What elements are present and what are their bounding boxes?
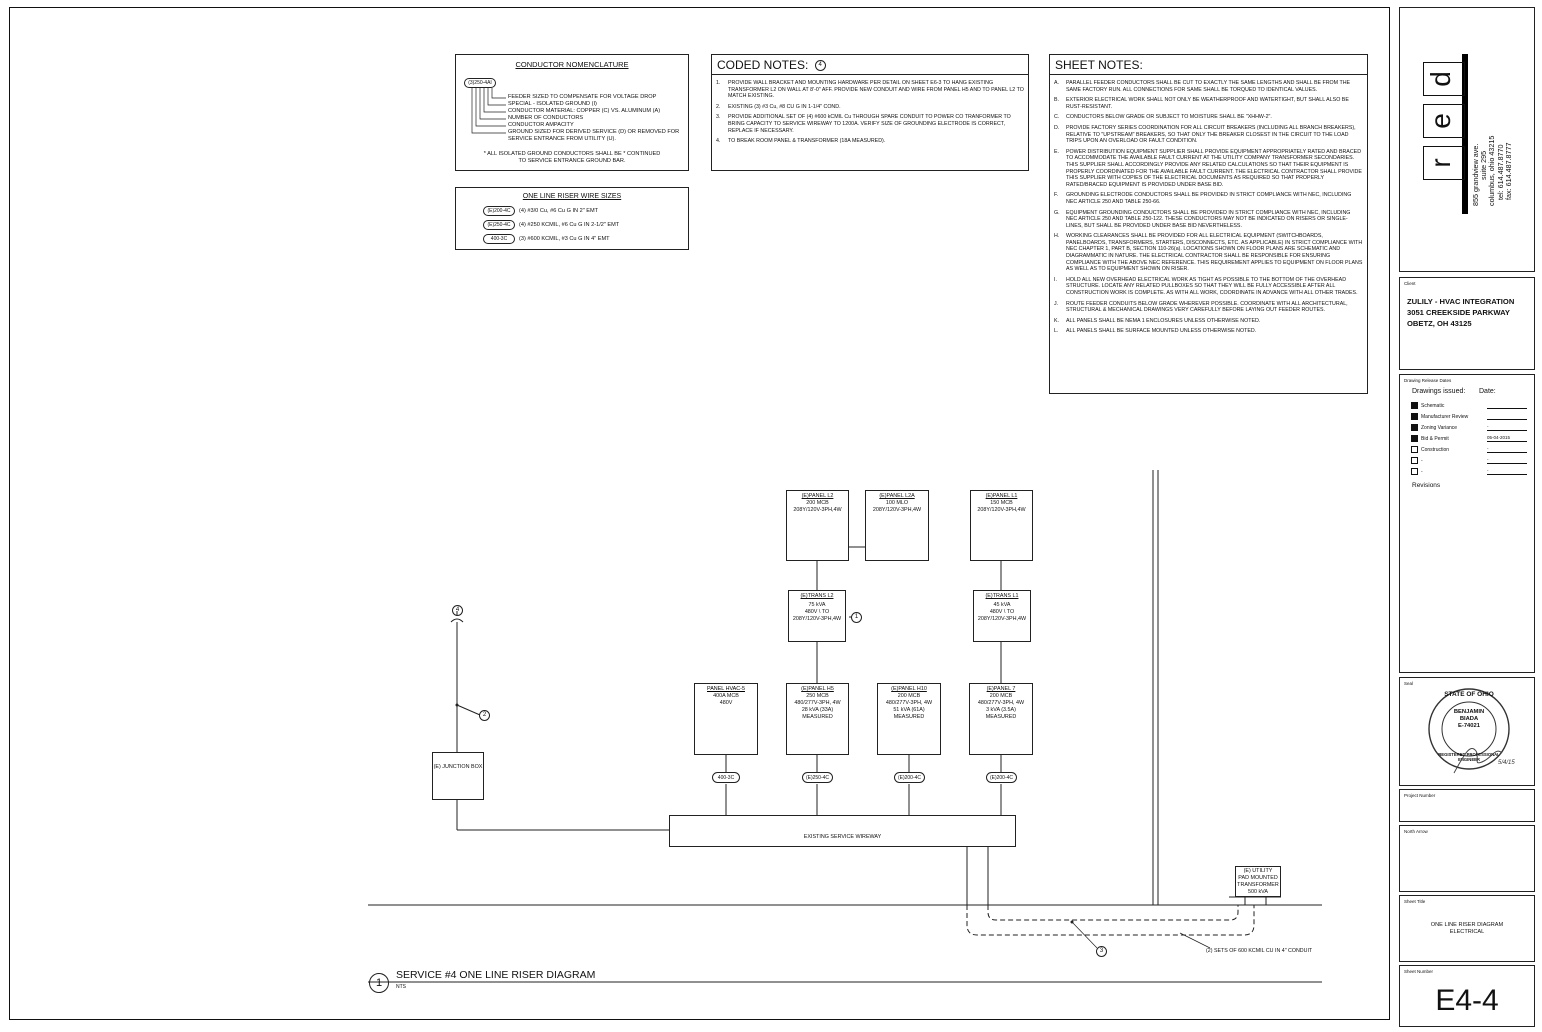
signature-date: 5/4/15 [1498, 760, 1515, 766]
panel-voltage: 208Y/120V-3PH,4W [977, 507, 1026, 513]
coded-note-key: 4. [716, 138, 721, 145]
logo-letter: r [1423, 146, 1465, 180]
service-wireway [669, 815, 1016, 847]
nomenclature-line: FEEDER SIZED TO COMPENSATE FOR VOLTAGE DROP [508, 94, 657, 100]
address-line: 855 grandview ave. [1471, 143, 1480, 206]
address-line: tel: 614.487.8770 [1495, 144, 1505, 200]
sheet-note-text: PARALLEL FEEDER CONDUCTORS SHALL BE CUT TO EXACTLY THE SAME LENGTHS AND SHALL BE FROM THE SAME FACTORY RUN. ALL CONNECTIONS FOR SAME SHALL BE TORQUED TO IDENTICAL VALUES. [1066, 80, 1351, 93]
release-date: - [1487, 424, 1527, 431]
coded-notes-badge: 4 [815, 60, 826, 71]
panel-h10 [877, 683, 941, 755]
sheet-note-key: B. [1054, 97, 1060, 104]
nomenclature-line: SERVICE ENTRANCE FROM UTILITY (U). [508, 136, 616, 142]
feeder-tag-p7: (E)200-4C [986, 772, 1017, 783]
sheet-note-text: WORKING CLEARANCES SHALL BE PROVIDED FOR ALL ELECTRICAL EQUIPMENT (SWITCHBOARDS, PANELBOARDS, TRANSFORMERS, STARTERS, DISCONNECTS, ETC. AS APPLICABLE) IN STRICT COMPLIANCE WITH NEC CHAPTER 1, PART B, SECTION 110-26(a). LOCATIONS SHOWN ON FLOOR PLANS ARE SCHEMATIC AND DIAGRAMMATIC IN NATURE. THE ELECTRICAL CONTRACTOR SHALL BE RESPONSIBLE FOR ENSURING COMPLIANCE WITH THE ABOVE NEC REFERENCE. THIS REQUIREMENT APPLIES TO EQUIPMENT ON FLOOR PLANS AS WELL AS TO EQUIPMENT SHOWN ON RISER. [1066, 233, 1363, 273]
release-list [1411, 400, 1527, 477]
leader-dot [456, 704, 459, 707]
release-date: - [1487, 446, 1527, 453]
sheet-note-key: K. [1054, 317, 1060, 324]
release-date: - [1487, 468, 1527, 475]
client-line: 3051 CREEKSIDE PARKWAY [1407, 308, 1510, 317]
release-row [1411, 455, 1527, 466]
panel-7 [969, 683, 1033, 755]
junction-box [432, 752, 484, 800]
utility-tx-line: PAD MOUNTED [1238, 875, 1278, 881]
release-checkbox[interactable] [1411, 457, 1418, 464]
sheet-note-text: PROVIDE FACTORY SERIES COORDINATION FOR ALL CIRCUIT BREAKERS (INCLUDING ALL BRANCH BREAKERS), RELATIVE TO "UPSTREAM" BREAKERS, SO THAT ONLY THE BREAKER CLOSEST IN THE CIRCUIT TO THE LOAD TRIPS UPON AN OVERLOAD OR FAULT CONDITION. [1066, 124, 1356, 145]
address-line: fax: 614.487.8777 [1503, 142, 1513, 200]
panel-voltage: 480/277V-3PH, 4W [794, 700, 841, 706]
panel-rating: 200 MCB [806, 500, 829, 506]
seal-number: E-74021 [1458, 723, 1480, 729]
date-label: Date: [1479, 388, 1496, 395]
diagram-scale: NTS [396, 984, 406, 990]
panel-load: 51 kVA (61A) [893, 707, 925, 713]
sheet-title-label: Sheet Title [1404, 899, 1426, 904]
sheet-note-text: ALL PANELS SHALL BE NEMA 1 ENCLOSURES UNLESS OTHERWISE NOTED. [1066, 317, 1261, 324]
sheet-number: E4-4 [1435, 984, 1499, 1017]
sheet-title-line: ONE LINE RISER DIAGRAM [1430, 922, 1504, 928]
panel-l2 [786, 490, 849, 561]
panel-voltage: 208Y/120V-3PH,4W [793, 507, 842, 513]
seal-registered: REGISTERED PROFESSIONAL ENGINEER [1438, 752, 1500, 762]
sheet-note-key: G. [1054, 209, 1060, 216]
callout-2: 2 [479, 710, 490, 721]
sheet-note-key: C. [1054, 114, 1060, 121]
sheet-note-text: EXTERIOR ELECTRICAL WORK SHALL NOT ONLY BE WEATHERPROOF AND WATERTIGHT, BUT SHALL ALSO BE RUST-RESISTANT. [1066, 97, 1349, 110]
nomenclature-line: CONDUCTOR AMPACITY [508, 122, 574, 128]
release-name: Zoning Variance [1421, 424, 1458, 431]
leader-dot [1071, 921, 1074, 924]
release-row [1411, 411, 1527, 422]
panel-l1 [970, 490, 1033, 561]
sheet-note-text: POWER DISTRIBUTION EQUIPMENT SUPPLIER SHALL PROVIDE EQUIPMENT APPROPRIATELY RATED AND BRACED TO ACCOMMODATE THE AVAILABLE FAULT CURRENT AT THE UTILITY COMPANY TRANSFORMER SECONDARIES. THIS SUPPLIER SHALL ACCORDINGLY PROVIDE ANY RELATED CALCULATIONS SO THAT THEIR EQUIPMENT IS PROPERLY COORDINATED FOR THE AVAILABLE FAULT CURRENT. THE ELECTRICAL CONTRACTOR SHALL PROVIDE THIS SUPPLIER WITH COPIES OF THE ELECTRICAL DOCUMENTS AS REQUIRED SO THAT PROPERLY RATED/BRACED EQUIPMENT IS PROVIDED UNDER BASE BID. [1066, 148, 1362, 188]
release-date: - [1487, 457, 1527, 464]
release-row [1411, 422, 1527, 433]
sheet-number-label: Sheet Number [1404, 969, 1434, 974]
transformer-secondary: 208Y/120V-3PH,4W [792, 616, 842, 622]
nomenclature-line: GROUND SIZED FOR DERIVED SERVICE (D) OR REMOVED FOR [508, 129, 680, 135]
callout-1: 1 [851, 612, 862, 623]
firm-address [1471, 135, 1542, 206]
release-checkbox[interactable] [1411, 413, 1418, 420]
transformer-l2 [788, 590, 846, 642]
transformer-kva: 75 kVA [808, 602, 826, 608]
coded-note-key: 1. [716, 80, 721, 86]
sheet-note-key: E. [1054, 148, 1060, 155]
transformer-name: (E)TRANS L1 [985, 593, 1019, 599]
panel-name: (E)PANEL H5 [801, 686, 834, 692]
sheet-note-key: D. [1054, 124, 1060, 131]
logo-panel [1399, 7, 1535, 272]
release-name: Bid & Permit [1421, 435, 1449, 442]
sheet-title-panel [1399, 895, 1535, 962]
transformer-primary: 480V \ TO [989, 609, 1015, 615]
panel-h5 [786, 683, 849, 755]
panel-rating: 200 MCB [989, 693, 1013, 699]
panel-hvac-5 [694, 683, 758, 755]
seal-panel [1399, 677, 1535, 786]
panel-rating: 100 MLO [885, 500, 909, 506]
release-checkbox[interactable] [1411, 446, 1418, 453]
sheet-note-key: A. [1054, 80, 1060, 86]
utility-tx-line: 500 kVA [1248, 889, 1268, 895]
nomenclature-line: NUMBER OF CONDUCTORS [508, 115, 584, 121]
client-label: Client [1404, 281, 1416, 286]
panel-rating: 150 MCB [990, 500, 1013, 506]
transformer-secondary: 208Y/120V-3PH,4W [977, 616, 1027, 622]
panel-load: 3 kVA (3.5A) [986, 707, 1016, 713]
transformer-name: (E)TRANS L2 [800, 593, 834, 599]
panel-rating: 400A MCB [713, 693, 739, 699]
panel-name: (E)PANEL H10 [891, 686, 927, 692]
release-date [1487, 413, 1527, 420]
release-row [1411, 466, 1527, 477]
release-name: - [1421, 468, 1423, 475]
release-date [1487, 402, 1527, 409]
sheet-number-panel [1399, 965, 1535, 1027]
nomenclature-sample-tag: (3)250-4AI [464, 78, 496, 88]
coded-notes-title: CODED NOTES: [717, 58, 809, 72]
sheet-note-text: GROUNDING ELECTRODE CONDUCTORS SHALL BE PROVIDED IN STRICT COMPLIANCE WITH NEC, INCLUDING NEC ARTICLE 250 AND TABLE 250-66. [1066, 192, 1352, 205]
sheet-notes-title: SHEET NOTES: [1050, 55, 1367, 75]
release-row [1411, 444, 1527, 455]
sheet-note-key: I. [1054, 276, 1057, 283]
coded-note-key: 3. [716, 114, 721, 121]
client-line: OBETZ, OH 43125 [1407, 319, 1472, 328]
transformer-l1 [973, 590, 1031, 642]
feeder-tag-hvac: 400-3C [712, 772, 740, 783]
panel-voltage: 480/277V-3PH, 4W [885, 700, 933, 706]
seal-name: BENJAMIN [1453, 709, 1485, 715]
release-row [1411, 400, 1527, 411]
panel-voltage: 480V [719, 700, 733, 706]
wireway-label: EXISTING SERVICE WIREWAY [803, 834, 882, 840]
panel-voltage: 480/277V-3PH, 4W [977, 700, 1025, 706]
seal-name2: BIADA [1459, 716, 1479, 722]
seal-state: STATE OF OHIO [1444, 691, 1494, 698]
address-line: suite 295 [1479, 150, 1489, 180]
release-header [1412, 388, 1532, 395]
release-label: Drawing Release Dates [1404, 378, 1452, 383]
panel-name: PANEL HVAC-5 [707, 686, 745, 692]
diagram-title: SERVICE #4 ONE LINE RISER DIAGRAM [396, 969, 596, 981]
coded-note-text: PROVIDE ADDITIONAL SET OF (4) #600 kCMIL Cu THROUGH SPARE CONDUIT TO POWER CO TRANFORMER TO BRING CAPACITY TO SERVICE WIREWAY TO 1200A. VERIFY SIZE OF GROUNDING ELECTRODE IS CORRECT, REPLACE IF NECESSARY. [728, 114, 1011, 134]
callout-4: 4 [452, 605, 463, 616]
coded-note-text: PROVIDE WALL BRACKET AND MOUNTING HARDWARE PER DETAIL ON SHEET E6-3 TO HANG EXISTING TRANSFORMER L2 ON WALL AT 8'-0" AFF. PROVIDE NEW CONDUIT AND WIRE FROM PANEL H5 AND TO PANEL L2 TO MATCH EXISTING. [728, 80, 1024, 100]
sheet-note-text: EQUIPMENT GROUNDING CONDUCTORS SHALL BE PROVIDED IN STRICT COMPLIANCE WITH NEC, INCLUDING NEC ARTICLE 250 AND TABLE 250-122. THESE CONDUCTORS MAY NOT BE INDICATED ON RISERS OR SINGLE-LINES, BUT SHALL BE PROVIDED UNDER BASE BID NEVERTHELESS. [1066, 209, 1351, 229]
project-number-panel [1399, 789, 1535, 822]
wire-size-desc: (4) #3/0 Cu, #6 Cu G IN 2" EMT [519, 208, 599, 214]
seal-inner [1445, 709, 1493, 730]
client-lines [1407, 296, 1514, 329]
logo-letter: e [1423, 104, 1465, 138]
release-checkbox[interactable] [1411, 468, 1418, 475]
sheet-note-text: CONDUCTORS BELOW GRADE OR SUBJECT TO MOISTURE SHALL BE "XHHW-2". [1066, 114, 1272, 121]
logo-letter: d [1423, 62, 1465, 96]
sheet-note-key: H. [1054, 233, 1060, 240]
release-panel [1399, 374, 1535, 673]
panel-name: (E)PANEL L2 [801, 493, 834, 499]
sheet-title-line: ELECTRICAL [1449, 929, 1485, 935]
wire-size-tag: (E)200-4C [483, 206, 515, 216]
utility-tx-line: TRANSFORMER [1237, 882, 1279, 888]
feeder-tag-h5: (E)250-4C [802, 772, 833, 783]
sheet-note-key: J. [1054, 300, 1059, 307]
wire-size-desc: (4) #250 KCMIL, #6 Cu G IN 2-1/2" EMT [519, 222, 620, 228]
panel-name: (E)PANEL 7 [986, 686, 1016, 692]
release-checkbox[interactable] [1411, 424, 1418, 431]
coded-note-key: 2. [716, 103, 721, 110]
release-name: Schematic [1421, 402, 1445, 409]
utility-tx-line: (E) UTILITY [1243, 868, 1273, 874]
north-arrow-label: North Arrow [1404, 829, 1428, 834]
release-date: 05-04-2015 [1487, 435, 1527, 442]
conduit-note: (2) SETS OF 600 KCMIL CU IN 4" CONDUIT [1206, 948, 1313, 954]
client-panel [1399, 277, 1535, 370]
transformer-primary: 480V \ TO [804, 609, 830, 615]
address-line: columbus, ohio 43215 [1487, 135, 1497, 206]
panel-measured: MEASURED [985, 714, 1017, 720]
release-name: - [1421, 457, 1423, 464]
conductor-nomenclature-title: CONDUCTOR NOMENCLATURE [515, 60, 629, 69]
diagram-number: 1 [369, 973, 389, 993]
seal-label: Seal [1404, 681, 1414, 686]
issued-label: Drawings issued: [1412, 388, 1466, 395]
panel-measured: MEASURED [893, 714, 925, 720]
nomenclature-footnote-line: TO SERVICE ENTRANCE GROUND BAR. [518, 158, 626, 164]
transformer-kva: 45 kVA [993, 602, 1011, 608]
wire-sizes-title: ONE LINE RISER WIRE SIZES [522, 193, 622, 200]
revisions-label: Revisions [1412, 482, 1441, 489]
north-arrow-panel [1399, 825, 1535, 892]
wire-size-desc: (3) #600 KCMIL, #3 Cu G IN 4" EMT [519, 236, 610, 242]
release-checkbox[interactable] [1411, 435, 1418, 442]
nomenclature-line: SPECIAL - ISOLATED GROUND (I) [508, 101, 597, 107]
panel-l2a [865, 490, 929, 561]
coded-note-text: TO BREAK ROOM PANEL & TRANSFORMER (18A MEASURED). [728, 138, 886, 145]
panel-voltage: 208Y/120V-3PH,4W [872, 507, 922, 513]
wire-size-tag: (E)250-4C [483, 220, 515, 230]
panel-rating: 200 MCB [897, 693, 921, 699]
panel-name: (E)PANEL L1 [985, 493, 1018, 499]
callout-3: 3 [1096, 946, 1107, 957]
panel-rating: 250 MCB [806, 693, 829, 699]
release-name: Construction [1421, 446, 1450, 453]
project-number-label: Project Number [1404, 793, 1436, 798]
title-block [1399, 7, 1535, 1020]
wire-size-tag: 400-3C [483, 234, 515, 244]
panel-name: (E)PANEL L2A [879, 493, 915, 499]
nomenclature-line: CONDUCTOR MATERIAL: COPPER (C) VS. ALUMINUM (A) [508, 108, 661, 114]
sheet-note-text: ALL PANELS SHALL BE SURFACE MOUNTED UNLESS OTHERWISE NOTED. [1066, 328, 1257, 335]
feeder-tag-h10: (E)200-4C [894, 772, 925, 783]
release-checkbox[interactable] [1411, 402, 1418, 409]
utility-transformer [1235, 866, 1281, 897]
release-name: Manufacturer Review [1421, 413, 1469, 420]
coded-note-text: EXISTING (3) #3 Cu, #8 CU G IN 1-1/4" COND. [728, 103, 841, 110]
junction-box-label: (E) JUNCTION BOX [433, 764, 483, 770]
client-line: ZULILY - HVAC INTEGRATION [1407, 297, 1515, 306]
panel-load: 28 kVA (33A) [801, 707, 834, 713]
panel-measured: MEASURED [802, 714, 833, 720]
sheet-note-text: ROUTE FEEDER CONDUITS BELOW GRADE WHEREVER POSSIBLE. COORDINATE WITH ALL ARCHITECTURAL, STRUCTURAL & MECHANICAL DRAWINGS VERY CAREFULLY BEFORE LAYING OUT FEEDER ROUTES. [1066, 300, 1348, 314]
nomenclature-footnote-line: * ALL ISOLATED GROUND CONDUCTORS SHALL BE * CONTINUED [483, 151, 661, 157]
release-row [1411, 433, 1527, 444]
sheet-note-key: L. [1054, 328, 1059, 335]
sheet-note-key: F. [1054, 192, 1059, 199]
engineer-signature [1450, 733, 1530, 778]
sheet-note-text: HOLD ALL NEW OVERHEAD ELECTRICAL WORK AS TIGHT AS POSSIBLE TO THE BOTTOM OF THE OVERHEAD STRUCTURE. LOCATE ANY RELATED PULLBOXES SO THAT THEY WILL BE FULLY ACCESSIBLE AFTER ALL CONSTRUCTION WORK IS COMPLETE. AS WITH ALL WORK, COORDINATE IN ADVANCE WITH ALL OTHER TRADES. [1066, 276, 1358, 297]
sheet-title-text [1400, 922, 1534, 936]
